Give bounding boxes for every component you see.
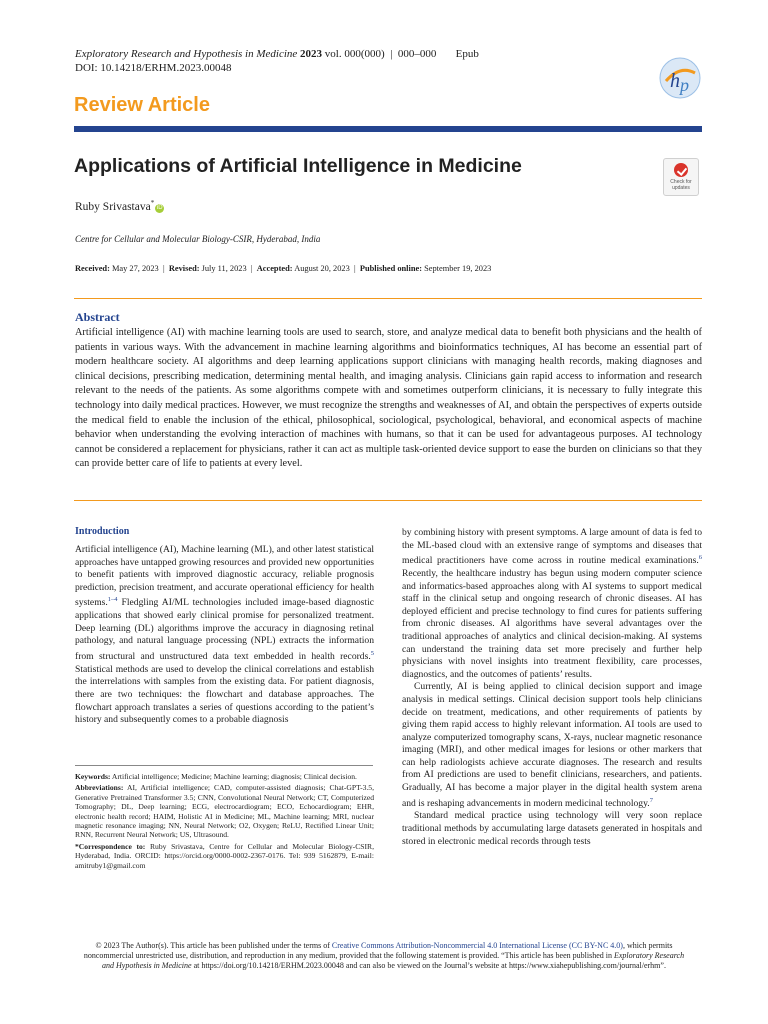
abstract-heading: Abstract	[75, 310, 120, 324]
license-text-a: © 2023 The Author(s). This article has been published under the terms of	[95, 941, 332, 950]
doi[interactable]: DOI: 10.14218/ERHM.2023.00048	[75, 62, 232, 74]
journal-volume: vol. 000(000)	[324, 48, 385, 60]
accepted-date: August 20, 2023	[294, 264, 350, 273]
license-text-c: at https://doi.org/10.14218/ERHM.2023.00048 and can also be viewed on the Journal’s website at https://www.xiahepublishing.com/journal/erhm”.	[191, 961, 666, 970]
article-type: Review Article	[74, 94, 210, 116]
intro-p2-part-b: Recently, the healthcare industry has begun using modern computer science and informatics-based approaches along with AI systems to support medical staff in the clinical setup and ongoing research of chronic diseases. AI has deployed efficient and precise technology to find cures for patients suffering from chronic diseases. AI algorithms have several advantages over the traditional approaches of analytics and clinical decision-making. AI systems can understand the training data set more precisely and further help physicians with novel insights into treatment flexibility, care processes, diagnostics, and the outcomes of patients’ results.	[402, 567, 702, 680]
intro-paragraph-2	[402, 681, 702, 810]
footnote-rule	[75, 765, 373, 766]
journal-year: 2023	[300, 48, 323, 60]
intro-p1-part-c: Statistical methods are used to develop the clinical correlations and establish the interrelations with samples from the existing data. For patient diagnosis, there are two techniques: the flowchart and database approaches. The flowchart approach translates a series of questions according to the patient’s history and subsequently comes to a probable diagnosis	[75, 663, 374, 726]
author-name[interactable]: Ruby Srivastava	[75, 200, 151, 213]
intro-paragraph-1	[75, 544, 374, 727]
footnotes	[75, 772, 374, 872]
keywords-text: Artificial intelligence; Medicine; Machine learning; diagnosis; Clinical decision.	[110, 772, 357, 781]
svg-text:p: p	[680, 75, 689, 95]
author-mark: *	[150, 199, 155, 207]
orcid-icon[interactable]: iD	[156, 204, 163, 211]
intro-p1-part-b: Fledgling AI/ML technologies included image-based diagnostic applications that showed early clinical promise for personalized treatment. Deep learning (DL) algorithms improve the accuracy in diagnosing retinal pathology, and natural language processing (NPL) extracts the information from structural and unstructured data text embedded in health records.	[75, 597, 374, 663]
citation-ref[interactable]: 1–4	[107, 596, 118, 604]
affiliation: Centre for Cellular and Molecular Biology-CSIR, Hyderabad, India	[75, 234, 321, 244]
citation-ref[interactable]: 6	[698, 554, 702, 562]
header-divider	[74, 126, 702, 132]
correspondence-label: *Correspondence to:	[75, 841, 146, 851]
correspondence-text: Ruby Srivastava, Centre for Cellular and Molecular Biology-CSIR, Hyderabad, India. ORCID: https://orcid.org/0000-0002-2367-0176. Tel: 939 5162879, E-mail: amitruby1@gmail.com	[75, 841, 374, 870]
citation-ref[interactable]: 7	[649, 796, 653, 804]
license-text-b: , which permits noncommercial unrestricted use, distribution, and reproduction in any medium, provided that the following statement is provided. “This article has been published in	[83, 941, 673, 960]
journal-pages: 000–000	[397, 48, 437, 60]
article-title: Applications of Artificial Intelligence in Medicine	[74, 155, 522, 177]
revised-label: Revised:	[168, 264, 200, 273]
keywords-label: Keywords:	[75, 772, 111, 781]
correspondence	[75, 842, 374, 870]
left-column	[75, 544, 374, 727]
accepted-label: Accepted:	[256, 264, 293, 273]
revised-date: July 11, 2023	[201, 264, 247, 273]
check-for-updates-button[interactable]	[663, 158, 699, 196]
epub-label: Epub	[455, 48, 479, 60]
intro-paragraph-1-cont	[402, 527, 702, 681]
journal-citation: Exploratory Research and Hypothesis in Medicine 2023 vol. 000(000) | 000–000 Epub	[75, 48, 479, 60]
author-line	[75, 199, 164, 213]
abbreviations-text: AI, Artificial intelligence; CAD, computer-assisted diagnosis; Chat-GPT-3.5, Generative Pretrained Transformer 3.5; CNN, Convolutional Neural Network; CT, Computerized Tomography; DL, Deep learning; ECG, electrocardiogram; ECO, Echocardiogram; EHR, electronic health record; HAIM, Holistic AI in Medicine; ML, Machine learning; MRI, nuclear magnetic resonance imaging; NN, Neural Network; O2, Oxygen; ReLU, Rectified Linear Unit; RNN, Recurrent Neural Network; US, Ultrasound.	[75, 783, 374, 840]
check-updates-icon	[674, 163, 688, 177]
license-notice	[80, 941, 688, 971]
intro-p1-part-a: Artificial intelligence (AI), Machine learning (ML), and other latest statistical approaches have untapped growing resources and provided new opportunities to benefit patients with improved diagnostic accuracy, reliable prognosis prediction, precision treatment, and accurate operational efficiency for health systems.	[75, 544, 374, 609]
published-label: Published online:	[359, 264, 422, 273]
keywords	[75, 772, 374, 781]
intro-paragraph-3: Standard medical practice using technology will very soon replace traditional methods by accumulating large datasets generated in hospitals and stored in electronic medical records through tests	[402, 810, 702, 847]
journal-name: Exploratory Research and Hypothesis in Medicine	[75, 48, 298, 60]
license-journal: Exploratory Research and Hypothesis in Medicine	[102, 951, 685, 970]
abbreviations-label: Abbreviations:	[75, 783, 124, 793]
received-label: Received:	[75, 264, 110, 273]
received-date: May 27, 2023	[111, 264, 159, 273]
citation-ref[interactable]: 5	[370, 649, 374, 657]
introduction-heading: Introduction	[75, 526, 130, 537]
check-updates-label: Check for updates	[670, 179, 692, 191]
publisher-logo	[658, 56, 702, 100]
article-dates: Received: May 27, 2023 | Revised: July 11, 2023 | Accepted: August 20, 2023 | Published online: September 19, 2023	[75, 264, 492, 273]
svg-text:h: h	[670, 70, 680, 92]
intro-p2-part-a: by combining history with present symptoms. A large amount of data is fed to the ML-based cloud with an extensive range of symptoms and diseases that medical practitioners have come across in routine medical examinations.	[402, 527, 702, 567]
abstract-text: Artificial intelligence (AI) with machine learning tools are used to search, store, and analyze medical data to benefit both physicians and the health of patients in various ways. With the advancement in machine learning algorithms and bioinformatics techniques, AI has become an essential part of modern healthcare society. AI algorithms and deep learning applications support clinicians with managing health records, making diagnoses and clinical decisions, prescribing medication, determining mental health, and imaging analysis. Clinicians gain rapid access to information and research relevant to the needs of the patients. As some algorithms compete with and sometimes outperform clinicians, it is necessary to fully integrate this technology into daily medical practices. However, we must recognize the strengths and weaknesses of AI, and obtain the perspectives of experts outside the medical field to enable the inclusion of the ethical, philosophical, sociological, psychological, behavioral, and economical aspects of machine behavior when understanding the evolving interaction of machines with humans, so that it can be used for advantageous purposes. AI technology cannot be considered a replacement for physicians, rather it can act as multiple task-oriented device support to ease the burden on clinicians so that they can provide better care of life to patients at every level.	[75, 327, 702, 470]
intro-p3-text: Currently, AI is being applied to clinical decision support and image analysis in medical settings. Clinical decision support tools help clinicians decide on treatment, medications, and other requirements of patients by giving them rapid access to highly relevant information. AI tools are used to analyze computerized tomography scans, X-rays, nuclear magnetic resonance imaging (MRI), and other medical images for lesions or other markers that can help radiologists achieve accurate diagnoses. The research and results from AI predictions are used to benefit clinicians, researchers, and patients. Gradually, AI has become a major player in the digital health system arena and is reshaping advancements in modern medicinal technology.	[402, 681, 702, 809]
abbreviations	[75, 783, 374, 839]
published-date: September 19, 2023	[424, 264, 492, 273]
abstract-bottom-rule	[74, 500, 702, 501]
license-link[interactable]: Creative Commons Attribution-Noncommercial 4.0 International License (CC BY-NC 4.0)	[331, 941, 623, 950]
abstract-top-rule	[74, 298, 702, 299]
right-column	[402, 527, 702, 848]
